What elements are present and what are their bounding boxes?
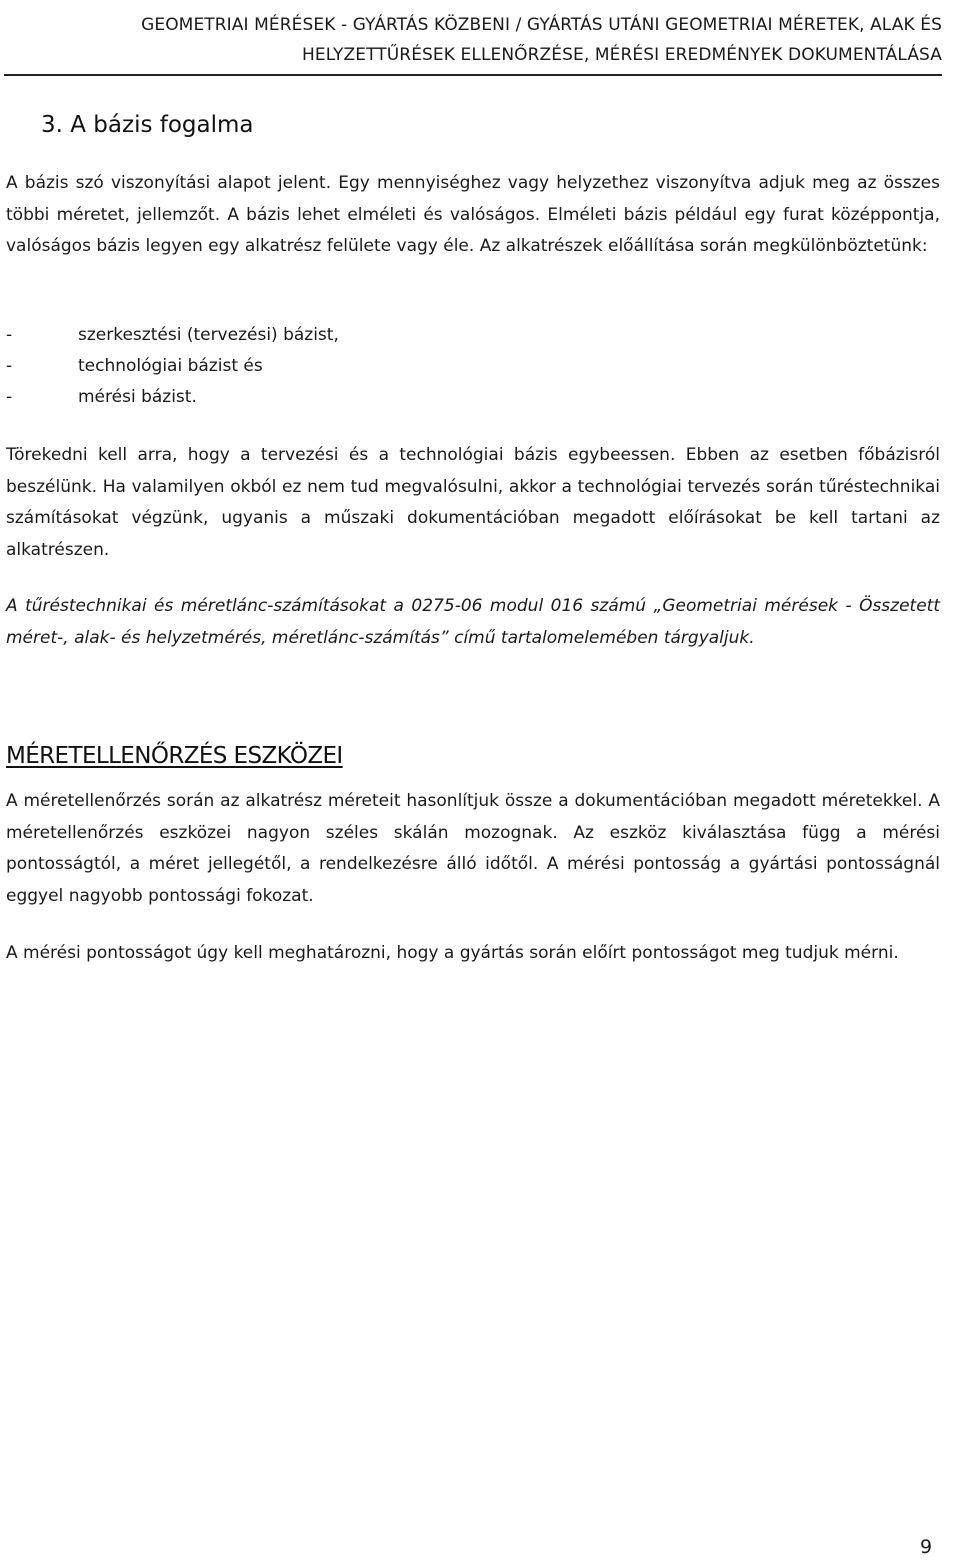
paragraph-main-basis: Törekedni kell arra, hogy a tervezési és a technológiai bázis egybeessen. Ebben az esetben főbázisról beszélünk. Ha valamilyen okból ez nem tud megvalósulni, akkor a technológiai tervezés során tűréstechnikai számításokat végzünk, ugyanis a műszaki dokumentációban megadott előírásokat be kell tartani az alkatrészen. xyxy=(6,445,940,560)
header-line-2: HELYZETTŰRÉSEK ELLENŐRZÉSE, MÉRÉSI EREDMÉNYEK DOKUMENTÁLÁSA xyxy=(301,45,942,65)
paragraph-measurement-check: A méretellenőrzés során az alkatrész méreteit hasonlítjuk össze a dokumentációban megadott méretekkel. A méretellenőrzés eszközei nagyon széles skálán mozognak. Az eszköz kiválasztása függ a mérési pontosságtól, a méret jellegétől, a rendelkezésre álló időtől. A mérési pontosság a gyártási pontosságnál eggyel nagyobb pontossági fokozat. xyxy=(6,791,940,906)
section-heading-measurement-tools: MÉRETELLENŐRZÉS ESZKÖZEI xyxy=(6,743,343,769)
list-item-text: technológiai bázist és xyxy=(78,356,263,376)
paragraph-reference-note: A tűréstechnikai és méretlánc-számításokat a 0275-06 modul 016 számú „Geometriai mérések - Összetett méret-, alak- és helyzetmérés, méretlánc-számítás” című tartalomelemében tárgyaljuk. xyxy=(6,596,940,648)
list-item xyxy=(6,382,606,413)
list-item-text: szerkesztési (tervezési) bázist, xyxy=(78,325,339,345)
running-header xyxy=(0,10,942,70)
list-dash: - xyxy=(6,356,13,376)
basis-type-list xyxy=(6,320,606,413)
header-divider xyxy=(4,74,942,76)
page-number: 9 xyxy=(920,1536,933,1558)
paragraph-measurement-accuracy: A mérési pontosságot úgy kell meghatározni, hogy a gyártás során előírt pontosságot meg tudjuk mérni. xyxy=(6,943,899,963)
paragraph-basis-definition: A bázis szó viszonyítási alapot jelent. Egy mennyiséghez vagy helyzethez viszonyítva adjuk meg az összes többi méretet, jellemzőt. A bázis lehet elméleti és valóságos. Elméleti bázis például egy furat középpontja, valóságos bázis legyen egy alkatrész felülete vagy éle. Az alkatrészek előállítása során megkülönböztetünk: xyxy=(6,173,940,256)
list-dash: - xyxy=(6,325,13,345)
list-item xyxy=(6,320,606,351)
list-dash: - xyxy=(6,387,13,407)
list-item-text: mérési bázist. xyxy=(78,387,197,407)
header-line-1: GEOMETRIAI MÉRÉSEK - GYÁRTÁS KÖZBENI / GYÁRTÁS UTÁNI GEOMETRIAI MÉRETEK, ALAK ÉS xyxy=(141,15,942,35)
section-title: 3. A bázis fogalma xyxy=(41,112,254,138)
list-item xyxy=(6,351,606,382)
